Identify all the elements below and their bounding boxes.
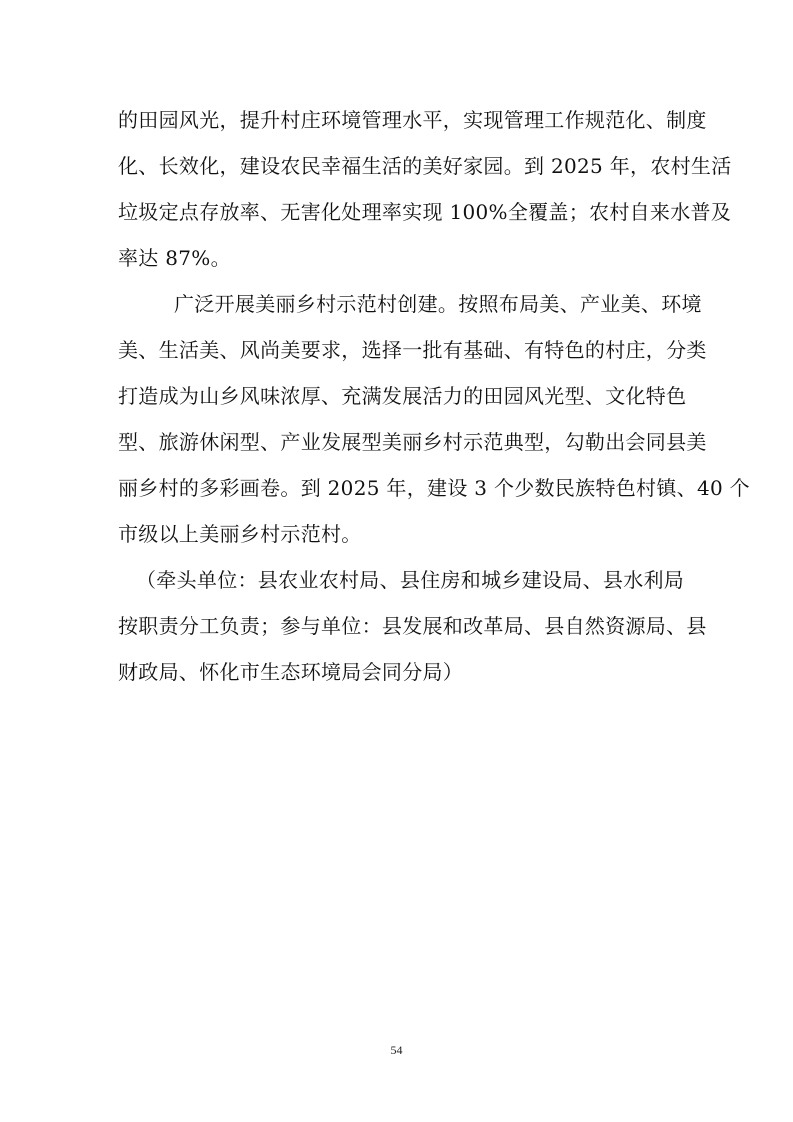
paragraph-2-line-5: 丽乡村的多彩画卷。到 2025 年，建设 3 个少数民族特色村镇、40 个	[118, 476, 750, 500]
paragraph-1-line-4: 率达 87%。	[118, 246, 231, 270]
paragraph-3-line-1: （牵头单位：县农业农村局、县住房和城乡建设局、县水利局	[136, 568, 685, 592]
paragraph-2-line-1: 广泛开展美丽乡村示范村创建。按照布局美、产业美、环境	[174, 292, 702, 316]
paragraph-3-line-3: 财政局、怀化市生态环境局会同分局）	[118, 660, 464, 684]
paragraph-2-line-6: 市级以上美丽乡村示范村。	[118, 522, 362, 546]
paragraph-1-line-3: 垃圾定点存放率、无害化处理率实现 100%全覆盖；农村自来水普及	[118, 200, 732, 224]
paragraph-1-line-1: 的田园风光，提升村庄环境管理水平，实现管理工作规范化、制度	[118, 108, 707, 132]
paragraph-2-line-2: 美、生活美、风尚美要求，选择一批有基础、有特色的村庄，分类	[118, 338, 707, 362]
paragraph-2-line-4: 型、旅游休闲型、产业发展型美丽乡村示范典型，勾勒出会同县美	[118, 430, 707, 454]
paragraph-3-line-2: 按职责分工负责；参与单位：县发展和改革局、县自然资源局、县	[118, 614, 707, 638]
paragraph-2-line-3: 打造成为山乡风味浓厚、充满发展活力的田园风光型、文化特色	[118, 384, 687, 408]
paragraph-1-line-2: 化、长效化，建设农民幸福生活的美好家园。到 2025 年，农村生活	[118, 154, 732, 178]
page-number: 54	[390, 1043, 403, 1057]
